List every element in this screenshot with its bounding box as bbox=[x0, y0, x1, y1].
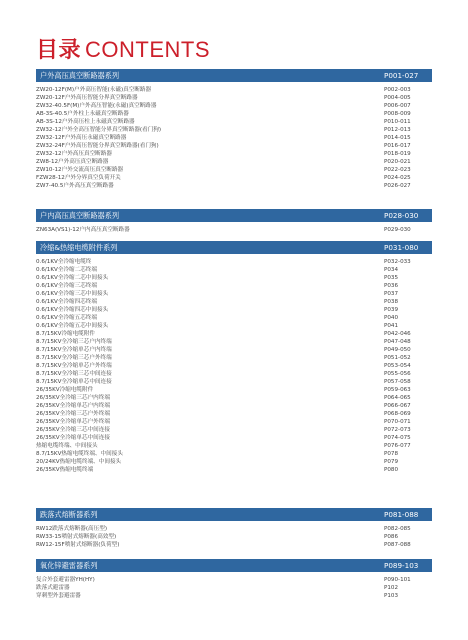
toc-entry-pages: P006-007 bbox=[384, 103, 411, 109]
toc-entry-pages: P090-101 bbox=[384, 577, 411, 583]
toc-entry[interactable] bbox=[36, 434, 432, 442]
toc-entry-label: 26/35KV冷缩电缆附件 bbox=[36, 387, 94, 393]
section-header[interactable] bbox=[36, 241, 432, 254]
toc-entry-pages: P036 bbox=[384, 283, 399, 289]
toc-entry-label: ZW32-12户外高压真空断路器 bbox=[36, 151, 112, 157]
toc-entry-label: 0.6/1KV全冷缩二芯终端 bbox=[36, 267, 97, 273]
toc-entry[interactable] bbox=[36, 226, 432, 234]
section-title: 户内高压真空断路器系列 bbox=[40, 211, 120, 220]
toc-entry-pages: P038 bbox=[384, 299, 399, 305]
toc-entry-pages: P079 bbox=[384, 459, 399, 465]
toc-entry[interactable] bbox=[36, 450, 432, 458]
section-title: 户外高压真空断路器系列 bbox=[40, 71, 120, 80]
toc-entry[interactable] bbox=[36, 150, 432, 158]
section-page-range: P028-030 bbox=[384, 211, 419, 220]
toc-entry[interactable] bbox=[36, 354, 432, 362]
toc-entry[interactable] bbox=[36, 426, 432, 434]
toc-entry[interactable] bbox=[36, 346, 432, 354]
toc-entry-label: ZW32-40.5F(M)户外高压智能(永磁)真空断路器 bbox=[36, 103, 157, 109]
toc-entry-label: 26/35KV全冷缩单芯户内终端 bbox=[36, 403, 110, 409]
toc-entry-pages: P008-009 bbox=[384, 111, 411, 117]
toc-entry-label: 8.7/15KV全冷缩三芯中间连接 bbox=[36, 371, 112, 377]
toc-entry-label: ZW32-24F户外高压智能分界真空断路器(看门狗) bbox=[36, 143, 159, 149]
section bbox=[36, 209, 432, 234]
toc-entry-pages: P020-021 bbox=[384, 159, 411, 165]
toc-entry-pages: P064-065 bbox=[384, 395, 411, 401]
toc-entry-pages: P029-030 bbox=[384, 227, 411, 233]
toc-entry-pages: P024-025 bbox=[384, 175, 411, 181]
title-en: CONTENTS bbox=[85, 37, 211, 62]
section-item-list bbox=[36, 521, 432, 549]
toc-entry[interactable] bbox=[36, 158, 432, 166]
section-header[interactable] bbox=[36, 559, 432, 572]
section bbox=[36, 241, 432, 474]
toc-entry-pages: P040 bbox=[384, 315, 399, 321]
section-header[interactable] bbox=[36, 69, 432, 82]
toc-entry-pages: P034 bbox=[384, 267, 399, 273]
toc-entry-pages: P068-069 bbox=[384, 411, 411, 417]
section bbox=[36, 559, 432, 600]
toc-entry-label: AB-3S-12户外高压柱上永磁真空断路器 bbox=[36, 119, 135, 125]
toc-entry-label: AB-3S-40.5户外柱上永磁真空断路器 bbox=[36, 111, 129, 117]
toc-entry-label: 8.7/15KV全冷缩单芯户外终端 bbox=[36, 363, 112, 369]
section bbox=[36, 508, 432, 549]
toc-entry[interactable] bbox=[36, 110, 432, 118]
toc-entry-pages: P026-027 bbox=[384, 183, 411, 189]
toc-entry[interactable] bbox=[36, 330, 432, 338]
toc-entry[interactable] bbox=[36, 102, 432, 110]
toc-entry-label: ZW20-12F户外高压智能分界真空断路器 bbox=[36, 95, 138, 101]
toc-entry[interactable] bbox=[36, 290, 432, 298]
toc-entry-pages: P103 bbox=[384, 593, 399, 599]
toc-entry[interactable] bbox=[36, 394, 432, 402]
toc-entry[interactable] bbox=[36, 466, 432, 474]
toc-entry-label: RW12-15F喷射式熔断器(负荷型) bbox=[36, 542, 120, 548]
toc-entry[interactable] bbox=[36, 418, 432, 426]
toc-entry[interactable] bbox=[36, 584, 432, 592]
toc-entry-pages: P042-046 bbox=[384, 331, 411, 337]
toc-entry-pages: P057-058 bbox=[384, 379, 411, 385]
toc-entry[interactable] bbox=[36, 541, 432, 549]
toc-entry-pages: P076-077 bbox=[384, 443, 411, 449]
toc-entry-pages: P059-063 bbox=[384, 387, 411, 393]
toc-entry-label: ZN63A(VS1)-12户内高压真空断路器 bbox=[36, 227, 130, 233]
toc-entry[interactable] bbox=[36, 274, 432, 282]
toc-entry-label: ZW7-40.5户外高压真空断路器 bbox=[36, 183, 114, 189]
toc-entry-pages: P014-015 bbox=[384, 135, 411, 141]
toc-entry-label: 8.7/15KV全冷缩三芯户内终端 bbox=[36, 339, 112, 345]
section-item-list bbox=[36, 82, 432, 190]
toc-entry[interactable] bbox=[36, 592, 432, 600]
section-title: 氧化锌避雷器系列 bbox=[40, 561, 98, 570]
toc-entry-label: 0.6/1KV全冷缩五芯中间接头 bbox=[36, 323, 109, 329]
toc-entry-label: 0.6/1KV全冷缩二芯中间接头 bbox=[36, 275, 109, 281]
toc-entry-label: 8.7/15KV全冷缩三芯户外终端 bbox=[36, 355, 112, 361]
toc-entry[interactable] bbox=[36, 410, 432, 418]
toc-entry[interactable] bbox=[36, 370, 432, 378]
toc-entry-label: ZW32-12F户外高压永磁真空断路器 bbox=[36, 135, 127, 141]
toc-entry[interactable] bbox=[36, 298, 432, 306]
section-header[interactable] bbox=[36, 508, 432, 521]
toc-entry-pages: P070-071 bbox=[384, 419, 411, 425]
toc-entry[interactable] bbox=[36, 314, 432, 322]
toc-entry-pages: P004-005 bbox=[384, 95, 411, 101]
section-page-range: P089-103 bbox=[384, 561, 419, 570]
toc-entry[interactable] bbox=[36, 166, 432, 174]
section-item-list bbox=[36, 572, 432, 600]
toc-entry-pages: P074-075 bbox=[384, 435, 411, 441]
section-page-range: P081-088 bbox=[384, 510, 419, 519]
toc-entry-pages: P072-073 bbox=[384, 427, 411, 433]
toc-entry[interactable] bbox=[36, 258, 432, 266]
toc-entry[interactable] bbox=[36, 306, 432, 314]
toc-entry-pages: P039 bbox=[384, 307, 399, 313]
toc-entry-pages: P082-085 bbox=[384, 526, 411, 532]
toc-entry[interactable] bbox=[36, 266, 432, 274]
toc-entry[interactable] bbox=[36, 402, 432, 410]
toc-entry[interactable] bbox=[36, 322, 432, 330]
toc-entry-pages: P047-048 bbox=[384, 339, 411, 345]
toc-entry-pages: P002-003 bbox=[384, 87, 411, 93]
toc-entry-pages: P086 bbox=[384, 534, 399, 540]
toc-entry-label: 26/35KV全冷缩三芯户内终端 bbox=[36, 395, 110, 401]
toc-entry-pages: P010-011 bbox=[384, 119, 411, 125]
toc-entry-label: 8.7/15KV全冷缩单芯户内终端 bbox=[36, 347, 112, 353]
toc-entry-pages: P012-013 bbox=[384, 127, 411, 133]
toc-entry-label: 0.6/1KV全冷缩五芯终端 bbox=[36, 315, 97, 321]
toc-entry-pages: P035 bbox=[384, 275, 399, 281]
section-page-range: P031-080 bbox=[384, 243, 419, 252]
toc-entry[interactable] bbox=[36, 174, 432, 182]
toc-entry[interactable] bbox=[36, 86, 432, 94]
toc-entry-pages: P037 bbox=[384, 291, 399, 297]
toc-entry-label: 热缩电缆终端、中间接头 bbox=[36, 443, 98, 449]
toc-entry[interactable] bbox=[36, 134, 432, 142]
toc-entry-label: 0.6/1KV全冷缩三芯中间接头 bbox=[36, 291, 109, 297]
toc-entry[interactable] bbox=[36, 126, 432, 134]
toc-entry-label: 8.7/15KV热缩电缆终端、中间接头 bbox=[36, 451, 123, 457]
toc-entry-pages: P032-033 bbox=[384, 259, 411, 265]
page-title bbox=[36, 33, 210, 64]
toc-entry-label: 复合外套避雷器YH(HY) bbox=[36, 577, 95, 583]
toc-entry[interactable] bbox=[36, 362, 432, 370]
toc-entry-pages: P102 bbox=[384, 585, 399, 591]
toc-entry-pages: P041 bbox=[384, 323, 399, 329]
toc-entry-pages: P049-050 bbox=[384, 347, 411, 353]
toc-entry-pages: P087-088 bbox=[384, 542, 411, 548]
toc-entry-pages: P051-052 bbox=[384, 355, 411, 361]
section bbox=[36, 69, 432, 190]
toc-entry[interactable] bbox=[36, 442, 432, 450]
toc-entry[interactable] bbox=[36, 525, 432, 533]
toc-entry-label: 26/35KV全冷缩三芯中间连接 bbox=[36, 427, 110, 433]
toc-entry-pages: P016-017 bbox=[384, 143, 411, 149]
section-title: 冷缩&热缩电缆附件系列 bbox=[40, 243, 118, 252]
toc-entry-pages: P080 bbox=[384, 467, 399, 473]
section-item-list bbox=[36, 254, 432, 474]
toc-entry-label: 0.6/1KV全冷缩四芯中间接头 bbox=[36, 307, 109, 313]
toc-entry-label: ZW8-12户外高压真空断路器 bbox=[36, 159, 109, 165]
toc-entry[interactable] bbox=[36, 338, 432, 346]
toc-entry[interactable] bbox=[36, 182, 432, 190]
toc-entry-label: 穿刺型外套避雷器 bbox=[36, 593, 81, 599]
toc-entry-label: FZW28-12户外分界真空负荷开关 bbox=[36, 175, 121, 181]
toc-entry-pages: P018-019 bbox=[384, 151, 411, 157]
toc-entry[interactable] bbox=[36, 386, 432, 394]
toc-entry-pages: P066-067 bbox=[384, 403, 411, 409]
toc-entry[interactable] bbox=[36, 282, 432, 290]
toc-entry-label: ZW32-12户外全高压智能分界真空断路器(看门狗) bbox=[36, 127, 162, 133]
toc-entry-label: 0.6/1KV全冷缩三芯终端 bbox=[36, 283, 97, 289]
toc-entry-label: 20/24KV热缩电缆终端、中间接头 bbox=[36, 459, 122, 465]
toc-entry-label: 0.6/1KV全冷缩电缆终 bbox=[36, 259, 92, 265]
toc-entry-label: ZW20-12F(M)户外高压智能(永磁)真空断路器 bbox=[36, 87, 152, 93]
toc-entry-pages: P022-023 bbox=[384, 167, 411, 173]
section-page-range: P001-027 bbox=[384, 71, 419, 80]
toc-entry-label: 26/35KV全冷缩三芯户外终端 bbox=[36, 411, 110, 417]
toc-entry-pages: P053-054 bbox=[384, 363, 411, 369]
toc-entry[interactable] bbox=[36, 142, 432, 150]
toc-entry[interactable] bbox=[36, 94, 432, 102]
toc-entry[interactable] bbox=[36, 118, 432, 126]
toc-entry-label: RW12跌落式熔断器(高压型) bbox=[36, 526, 108, 532]
toc-entry-label: RW33-15喷射式熔断器(高效型) bbox=[36, 534, 117, 540]
toc-entry-label: ZW10-12户外交流高压真空断路器 bbox=[36, 167, 124, 173]
toc-entry-pages: P078 bbox=[384, 451, 399, 457]
toc-entry[interactable] bbox=[36, 533, 432, 541]
toc-entry-label: 26/35KV热缩电缆终端 bbox=[36, 467, 94, 473]
toc-entry-label: 26/35KV全冷缩单芯中间连接 bbox=[36, 435, 110, 441]
toc-entry[interactable] bbox=[36, 378, 432, 386]
section-item-list bbox=[36, 222, 432, 234]
section-header[interactable] bbox=[36, 209, 432, 222]
title-cn: 目录 bbox=[36, 37, 82, 62]
toc-entry-label: 26/35KV全冷缩单芯户外终端 bbox=[36, 419, 110, 425]
toc-entry-label: 跌落式避雷器 bbox=[36, 585, 70, 591]
toc-entry[interactable] bbox=[36, 576, 432, 584]
toc-entry-label: 0.6/1KV全冷缩四芯终端 bbox=[36, 299, 97, 305]
toc-entry-pages: P055-056 bbox=[384, 371, 411, 377]
toc-entry[interactable] bbox=[36, 458, 432, 466]
section-title: 跌落式熔断器系列 bbox=[40, 510, 98, 519]
toc-entry-label: 8.7/15KV全冷缩单芯中间连接 bbox=[36, 379, 112, 385]
toc-entry-label: 8.7/15KV冷缩电缆附件 bbox=[36, 331, 95, 337]
